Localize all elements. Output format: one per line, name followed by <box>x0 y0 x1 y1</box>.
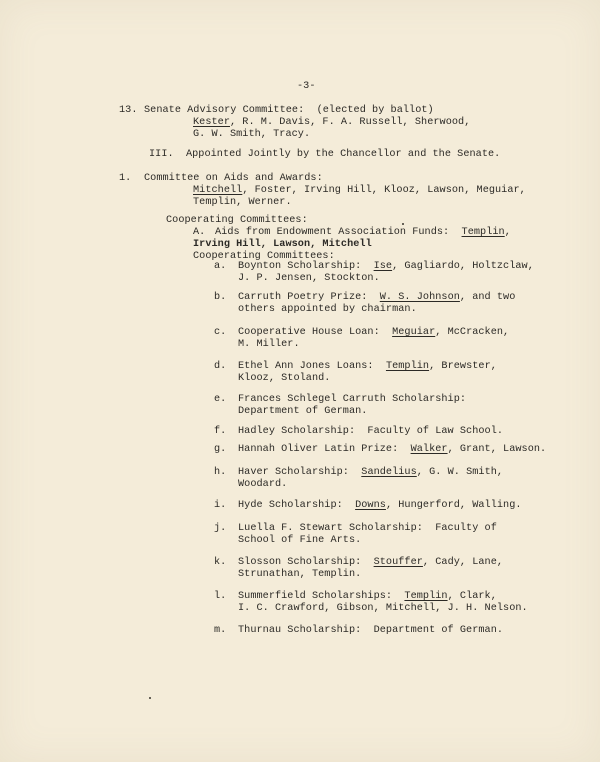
member-list-line: Kester, R. M. Davis, F. A. Russell, Sherwood, <box>193 117 471 128</box>
entry-line: J. P. Jensen, Stockton. <box>238 273 380 284</box>
item-number: 13. <box>119 105 138 116</box>
member-list-line: Irving Hill, Lawson, Mitchell <box>193 239 372 250</box>
item-number: 1. <box>119 173 132 184</box>
entry-line: M. Miller. <box>238 339 300 350</box>
chair-name: Templin <box>404 591 448 602</box>
item-letter: b. <box>214 292 227 303</box>
item-letter: k. <box>214 557 227 568</box>
chair-name: Sandelius <box>361 467 417 478</box>
chair-name: Kester <box>193 117 230 128</box>
item-letter: m. <box>214 625 227 636</box>
chair-name: Stouffer <box>373 557 423 568</box>
item-letter: l. <box>214 591 227 602</box>
entry-line: Department of German. <box>238 406 368 417</box>
subsection-heading: Cooperating Committees: <box>193 251 335 262</box>
ink-speck <box>149 697 151 699</box>
item-letter: A. <box>193 227 206 238</box>
entry-line: Slosson Scholarship: Stouffer, Cady, Lane, <box>238 557 504 568</box>
chair-name: Templin <box>461 227 505 238</box>
section-heading: III. Appointed Jointly by the Chancellor and the Senate. <box>149 149 501 160</box>
section-heading: Committee on Aids and Awards: <box>144 173 323 184</box>
item-letter: h. <box>214 467 227 478</box>
section-heading: Senate Advisory Committee: (elected by ballot) <box>144 105 434 116</box>
entry-line: Luella F. Stewart Scholarship: Faculty of <box>238 523 497 534</box>
member-list-line: Mitchell, Foster, Irving Hill, Klooz, Lawson, Meguiar, <box>193 185 526 196</box>
entry-line: Boynton Scholarship: Ise, Gagliardo, Holtzclaw, <box>238 261 534 272</box>
entry-line: Summerfield Scholarships: Templin, Clark, <box>238 591 497 602</box>
chair-name: Meguiar <box>392 327 436 338</box>
item-letter: j. <box>214 523 227 534</box>
item-letter: e. <box>214 394 227 405</box>
item-letter: i. <box>214 500 227 511</box>
entry-line: Haver Scholarship: Sandelius, G. W. Smith, <box>238 467 504 478</box>
entry-line: School of Fine Arts. <box>238 535 362 546</box>
chair-name: Downs <box>355 500 386 511</box>
entry-line: Klooz, Stoland. <box>238 373 331 384</box>
chair-name: Walker <box>410 444 448 455</box>
entry-line: Hyde Scholarship: Downs, Hungerford, Walling. <box>238 500 522 511</box>
subsection-heading: Cooperating Committees: <box>166 215 308 226</box>
chair-name: Templin <box>385 361 430 372</box>
member-list-line: G. W. Smith, Tracy. <box>193 129 311 140</box>
item-letter: f. <box>214 426 227 437</box>
entry-line: Carruth Poetry Prize: W. S. Johnson, and two <box>238 292 516 303</box>
entry-line: I. C. Crawford, Gibson, Mitchell, J. H. Nelson. <box>238 603 528 614</box>
item-letter: c. <box>214 327 227 338</box>
entry-line: Hadley Scholarship: Faculty of Law School. <box>238 426 504 437</box>
entry-line: Cooperative House Loan: Meguiar, McCracken, <box>238 327 510 338</box>
entry-line: Strunathan, Templin. <box>238 569 362 580</box>
ink-speck <box>402 223 404 225</box>
member-list-line: Templin, Werner. <box>193 197 292 208</box>
chair-name: W. S. Johnson <box>379 292 460 303</box>
item-letter: d. <box>214 361 227 372</box>
entry-line: Thurnau Scholarship: Department of German. <box>238 625 504 636</box>
committee-line: Aids from Endowment Association Funds: Templin, <box>215 227 511 238</box>
chair-name: Mitchell <box>193 185 243 196</box>
entry-line: others appointed by chairman. <box>238 304 417 315</box>
item-letter: g. <box>214 444 227 455</box>
entry-line: Ethel Ann Jones Loans: Templin, Brewster, <box>238 361 497 372</box>
page-number: -3- <box>297 81 316 92</box>
entry-line: Woodard. <box>238 479 288 490</box>
entry-line: Frances Schlegel Carruth Scholarship: <box>238 394 467 405</box>
entry-line: Hannah Oliver Latin Prize: Walker, Grant, Lawson. <box>238 444 547 455</box>
chair-name: Ise <box>373 261 393 272</box>
item-letter: a. <box>214 261 227 272</box>
